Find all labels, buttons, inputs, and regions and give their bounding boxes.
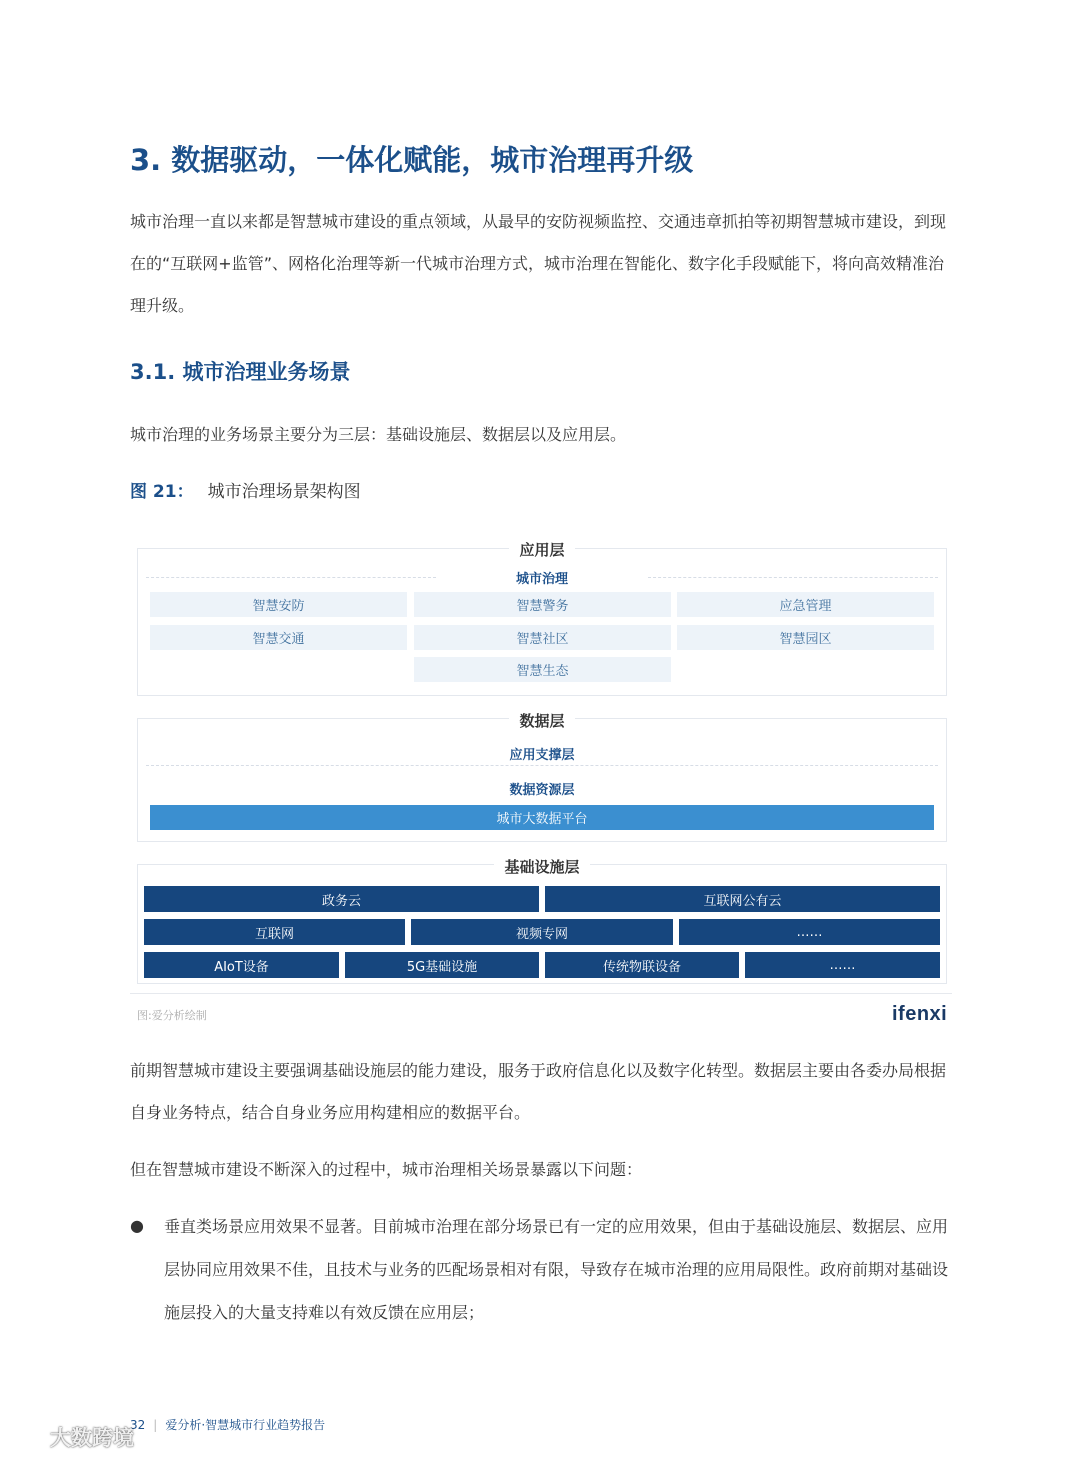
intro-paragraph: 城市治理一直以来都是智慧城市建设的重点领域，从最早的安防视频监控、交通违章抓拍等初期智慧城市建设，到现在的“互联网+监管”、网格化治理等新一代城市治理方式，城市治理在智能化、数字化手段赋能下，将向高效精准治理升级。 (130, 212, 947, 315)
figure-divider (130, 993, 952, 994)
app-support-layer: 应用支撑层 (509, 748, 575, 763)
footer-title: 爱分析·智慧城市行业趋势报告 (165, 1418, 326, 1432)
divider (146, 765, 938, 766)
infra-more-2: …… (745, 952, 940, 978)
figure-caption: 城市治理场景架构图 (207, 482, 361, 502)
data-resource-layer: 数据资源层 (509, 783, 575, 798)
bullet-marker: ● (130, 1216, 144, 1235)
infra-aiot-devices: AIoT设备 (144, 952, 339, 978)
figure-title (130, 477, 361, 502)
infra-public-cloud: 互联网公有云 (545, 886, 940, 912)
divider (146, 577, 436, 578)
app-item-smart-security: 智慧安防 (150, 592, 407, 617)
watermark-text: 大数跨境 (50, 1426, 134, 1450)
infra-layer-title: 基础设施层 (138, 856, 946, 877)
app-item-smart-community: 智慧社区 (414, 625, 671, 650)
infra-5g: 5G基础设施 (345, 952, 539, 978)
page-heading: 3. 数据驱动，一体化赋能，城市治理再升级 (130, 143, 694, 177)
figure-source: 图:爱分析绘制 (137, 1009, 207, 1022)
watermark-logo-icon (10, 1425, 44, 1449)
footer-separator: | (153, 1418, 158, 1432)
ifenxi-logo: ifenxi (892, 1003, 948, 1025)
paragraph-2: 前期智慧城市建设主要强调基础设施层的能力建设，服务于政府信息化以及数字化转型。数据层主要由各委办局根据自身业务特点，结合自身业务应用构建相应的数据平台。 (130, 1061, 947, 1122)
data-layer-box (137, 712, 947, 842)
watermark (10, 1422, 134, 1452)
divider (648, 577, 938, 578)
data-layer-title: 数据层 (138, 710, 946, 731)
infra-iot-devices: 传统物联设备 (545, 952, 739, 978)
bullet-text: 垂直类场景应用效果不显著。目前城市治理在部分场景已有一定的应用效果，但由于基础设施层、数据层、应用层协同应用效果不佳，且技术与业务的匹配场景相对有限，导致存在城市治理的应用局限性。政府前期对基础设施层投入的大量支持难以有效反馈在应用层； (164, 1217, 949, 1322)
app-item-smart-ecology: 智慧生态 (414, 657, 671, 682)
app-item-emergency-mgmt: 应急管理 (677, 592, 934, 617)
app-item-smart-traffic: 智慧交通 (150, 625, 407, 650)
app-item-smart-park: 智慧园区 (677, 625, 934, 650)
paragraph-3: 但在智慧城市建设不断深入的过程中，城市治理相关场景暴露以下问题： (130, 1160, 643, 1179)
application-layer-box (137, 541, 947, 696)
page-footer (130, 1416, 325, 1433)
infra-video-network: 视频专网 (411, 919, 673, 945)
infra-layer-box (137, 858, 947, 984)
app-item-smart-police: 智慧警务 (414, 592, 671, 617)
figure-label: 图 21： (130, 482, 194, 502)
subintro-paragraph: 城市治理的业务场景主要分为三层：基础设施层、数据层以及应用层。 (130, 425, 627, 444)
infra-internet: 互联网 (144, 919, 405, 945)
city-big-data-platform: 城市大数据平台 (150, 805, 934, 830)
page-number: 32 (130, 1418, 146, 1432)
section-subheading: 3.1. 城市治理业务场景 (130, 360, 351, 384)
infra-gov-cloud: 政务云 (144, 886, 539, 912)
application-layer-title: 应用层 (138, 539, 946, 560)
infra-more-1: …… (679, 919, 940, 945)
city-governance-subtitle: 城市治理 (515, 572, 568, 587)
